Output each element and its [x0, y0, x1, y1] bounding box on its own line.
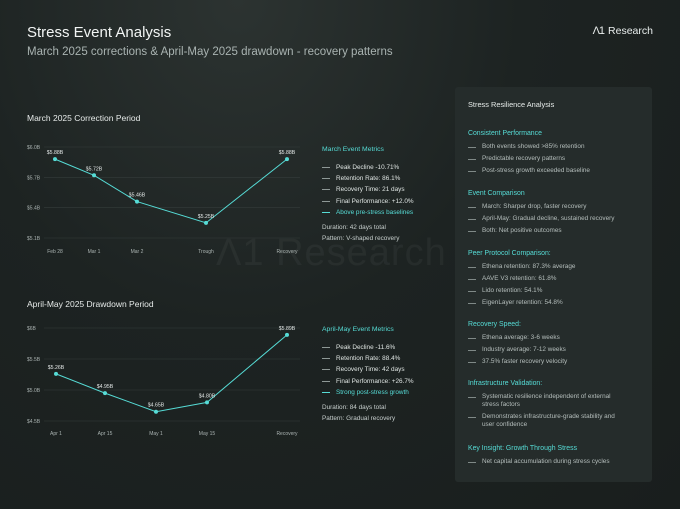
- dash-icon: [468, 231, 476, 232]
- list-item-text: Predictable recovery patterns: [482, 155, 566, 162]
- march-metrics-footer: [322, 222, 414, 245]
- list-item: [468, 275, 646, 283]
- data-label: $5.88B: [278, 150, 296, 157]
- data-point: [54, 372, 58, 376]
- x-tick-label: Feb 28: [47, 249, 63, 255]
- list-item: [468, 358, 646, 366]
- list-item-text: Both events showed >85% retention: [482, 143, 585, 150]
- dash-icon: [322, 189, 330, 190]
- list-item-text: Industry average: 7-12 weeks: [482, 346, 566, 353]
- list-item-text: Ethena retention: 87.3% average: [482, 263, 576, 270]
- metric-text: Final Performance: +26.7%: [336, 377, 414, 385]
- x-tick-label: Trough: [198, 249, 214, 255]
- data-label: $4.80B: [198, 393, 216, 400]
- data-label: $4.65B: [147, 402, 165, 409]
- duration-text: Duration: 42 days total: [322, 223, 386, 231]
- series-line: [56, 335, 287, 412]
- dash-icon: [468, 147, 476, 148]
- dash-icon: [468, 219, 476, 220]
- list-item-text: Demonstrates infrastructure-grade stability and user confidence: [482, 413, 615, 428]
- metric-item: [322, 173, 414, 184]
- dash-icon: [468, 362, 476, 363]
- data-point: [103, 391, 107, 395]
- pattern-text: Pattern: Gradual recovery: [322, 415, 396, 423]
- resilience-panel: [455, 87, 652, 482]
- data-label: $5.46B: [128, 192, 146, 199]
- y-tick-label: $5.5B: [27, 357, 41, 363]
- section-peer-comparison: [468, 250, 646, 311]
- list-item: [468, 263, 646, 271]
- duration-text: Duration: 84 days total: [322, 403, 386, 411]
- list-item: [468, 155, 646, 163]
- y-tick-label: $4.5B: [27, 419, 41, 425]
- dash-icon: [468, 397, 476, 398]
- metric-text: Strong post-stress growth: [336, 388, 409, 396]
- data-label: $4.95B: [96, 384, 114, 391]
- section-recovery-speed: [468, 321, 646, 370]
- list-item-text: EigenLayer retention: 54.8%: [482, 299, 563, 306]
- section-heading: Recovery Speed:: [468, 321, 521, 328]
- dash-icon: [322, 167, 330, 168]
- list-item: [468, 167, 646, 175]
- section-heading: Infrastructure Validation:: [468, 380, 543, 387]
- list-item-text: 37.5% faster recovery velocity: [482, 358, 568, 365]
- data-label: $5.89B: [278, 325, 296, 332]
- dash-icon: [322, 369, 330, 370]
- april-metrics-heading: April-May Event Metrics: [322, 326, 394, 333]
- x-tick-label: Recovery: [276, 249, 298, 255]
- list-item: [468, 143, 646, 151]
- section-event-comparison: [468, 190, 646, 239]
- list-item: [468, 413, 618, 429]
- section-infrastructure: [468, 380, 646, 433]
- metric-item: [322, 364, 414, 375]
- list-item-text: AAVE V3 retention: 61.8%: [482, 275, 557, 282]
- dash-icon: [468, 303, 476, 304]
- april-metrics: [322, 326, 414, 425]
- dash-icon: [468, 279, 476, 280]
- pattern-text: Pattern: V-shaped recovery: [322, 235, 400, 243]
- dash-icon: [322, 392, 330, 393]
- dash-icon: [468, 462, 476, 463]
- page-title: Stress Event Analysis: [27, 24, 172, 41]
- metric-item: [322, 196, 414, 207]
- dash-icon: [468, 171, 476, 172]
- list-item: [468, 458, 646, 466]
- y-tick-label: $5.4B: [27, 205, 41, 212]
- dash-icon: [468, 291, 476, 292]
- dash-icon: [468, 350, 476, 351]
- list-item: [468, 287, 646, 295]
- metric-item: [322, 376, 414, 387]
- list-item: [468, 203, 646, 211]
- section-heading: Event Comparison: [468, 190, 525, 197]
- dash-icon: [468, 159, 476, 160]
- april-may-chart-title: April-May 2025 Drawdown Period: [27, 299, 154, 309]
- section-heading: Peer Protocol Comparison:: [468, 250, 551, 257]
- section-key-insight: [468, 445, 646, 470]
- dash-icon: [322, 178, 330, 179]
- metric-text: Peak Decline -11.6%: [336, 344, 396, 352]
- metric-item: [322, 184, 414, 195]
- list-item: [468, 215, 646, 223]
- list-item-text: Systematic resilience independent of external stress factors: [482, 393, 611, 408]
- x-tick-label: May 1: [149, 431, 163, 437]
- data-label: $5.72B: [85, 166, 103, 173]
- metric-text: Recovery Time: 42 days: [336, 366, 405, 374]
- metric-item: [322, 353, 414, 364]
- metric-item-highlight: [322, 207, 414, 218]
- list-item-text: Net capital accumulation during stress cycles: [482, 458, 610, 465]
- section-consistent-performance: [468, 130, 646, 179]
- data-point: [285, 333, 289, 337]
- data-label: $5.88B: [46, 150, 64, 157]
- dash-icon: [322, 201, 330, 202]
- metric-text: Above pre-stress baselines: [336, 208, 414, 216]
- metric-item-highlight: [322, 387, 414, 398]
- dash-icon: [468, 417, 476, 418]
- y-tick-label: $6B: [27, 326, 36, 332]
- list-item: [468, 346, 646, 354]
- section-heading: Consistent Performance: [468, 130, 542, 137]
- metric-text: Retention Rate: 86.1%: [336, 175, 401, 183]
- y-tick-label: $5.7B: [27, 175, 41, 182]
- y-tick-label: $5.0B: [27, 388, 41, 394]
- data-label: $5.25B: [197, 213, 215, 220]
- x-tick-label: May 15: [198, 431, 216, 437]
- dash-icon: [322, 381, 330, 382]
- march-chart-title: March 2025 Correction Period: [27, 113, 141, 123]
- metric-text: Recovery Time: 21 days: [336, 186, 405, 194]
- march-metrics: [322, 146, 414, 245]
- list-item-text: Lido retention: 54.1%: [482, 287, 543, 294]
- data-point: [154, 410, 158, 414]
- list-item-text: Both: Net positive outcomes: [482, 227, 562, 234]
- x-tick-label: Apr 15: [97, 431, 113, 437]
- brand-mark-icon: Λ1: [592, 25, 605, 37]
- list-item-text: March: Sharper drop, faster recovery: [482, 203, 587, 210]
- metric-item: [322, 162, 414, 173]
- dash-icon: [322, 358, 330, 359]
- dash-icon: [322, 347, 330, 348]
- data-label: $5.26B: [47, 364, 65, 371]
- list-item-text: April-May: Gradual decline, sustained recovery: [482, 215, 615, 222]
- metric-text: Peak Decline -10.71%: [336, 164, 400, 172]
- brand-name: Research: [608, 25, 653, 37]
- page-subtitle: March 2025 corrections & April-May 2025 drawdown - recovery patterns: [27, 46, 393, 58]
- x-tick-label: Apr 1: [50, 431, 62, 437]
- metric-text: Retention Rate: 88.4%: [336, 355, 401, 363]
- panel-title: Stress Resilience Analysis: [468, 100, 555, 109]
- section-heading: Key Insight: Growth Through Stress: [468, 445, 578, 452]
- dash-icon: [322, 212, 330, 213]
- x-tick-label: Mar 1: [87, 249, 101, 255]
- y-tick-label: $5.1B: [27, 236, 41, 242]
- dash-icon: [468, 207, 476, 208]
- list-item: [468, 227, 646, 235]
- x-tick-label: Mar 2: [130, 249, 144, 255]
- metric-item: [322, 342, 414, 353]
- march-metrics-heading: March Event Metrics: [322, 146, 384, 153]
- y-tick-label: $6.0B: [27, 145, 41, 151]
- list-item-text: Post-stress growth exceeded baseline: [482, 167, 590, 174]
- list-item-text: Ethena average: 3-6 weeks: [482, 334, 560, 341]
- list-item: [468, 334, 646, 342]
- dash-icon: [468, 338, 476, 339]
- dash-icon: [468, 267, 476, 268]
- list-item: [468, 299, 646, 307]
- metric-text: Final Performance: +12.0%: [336, 197, 414, 205]
- april-metrics-footer: [322, 402, 414, 425]
- data-point: [205, 400, 209, 404]
- list-item: [468, 393, 618, 409]
- x-tick-label: Recovery: [276, 431, 298, 437]
